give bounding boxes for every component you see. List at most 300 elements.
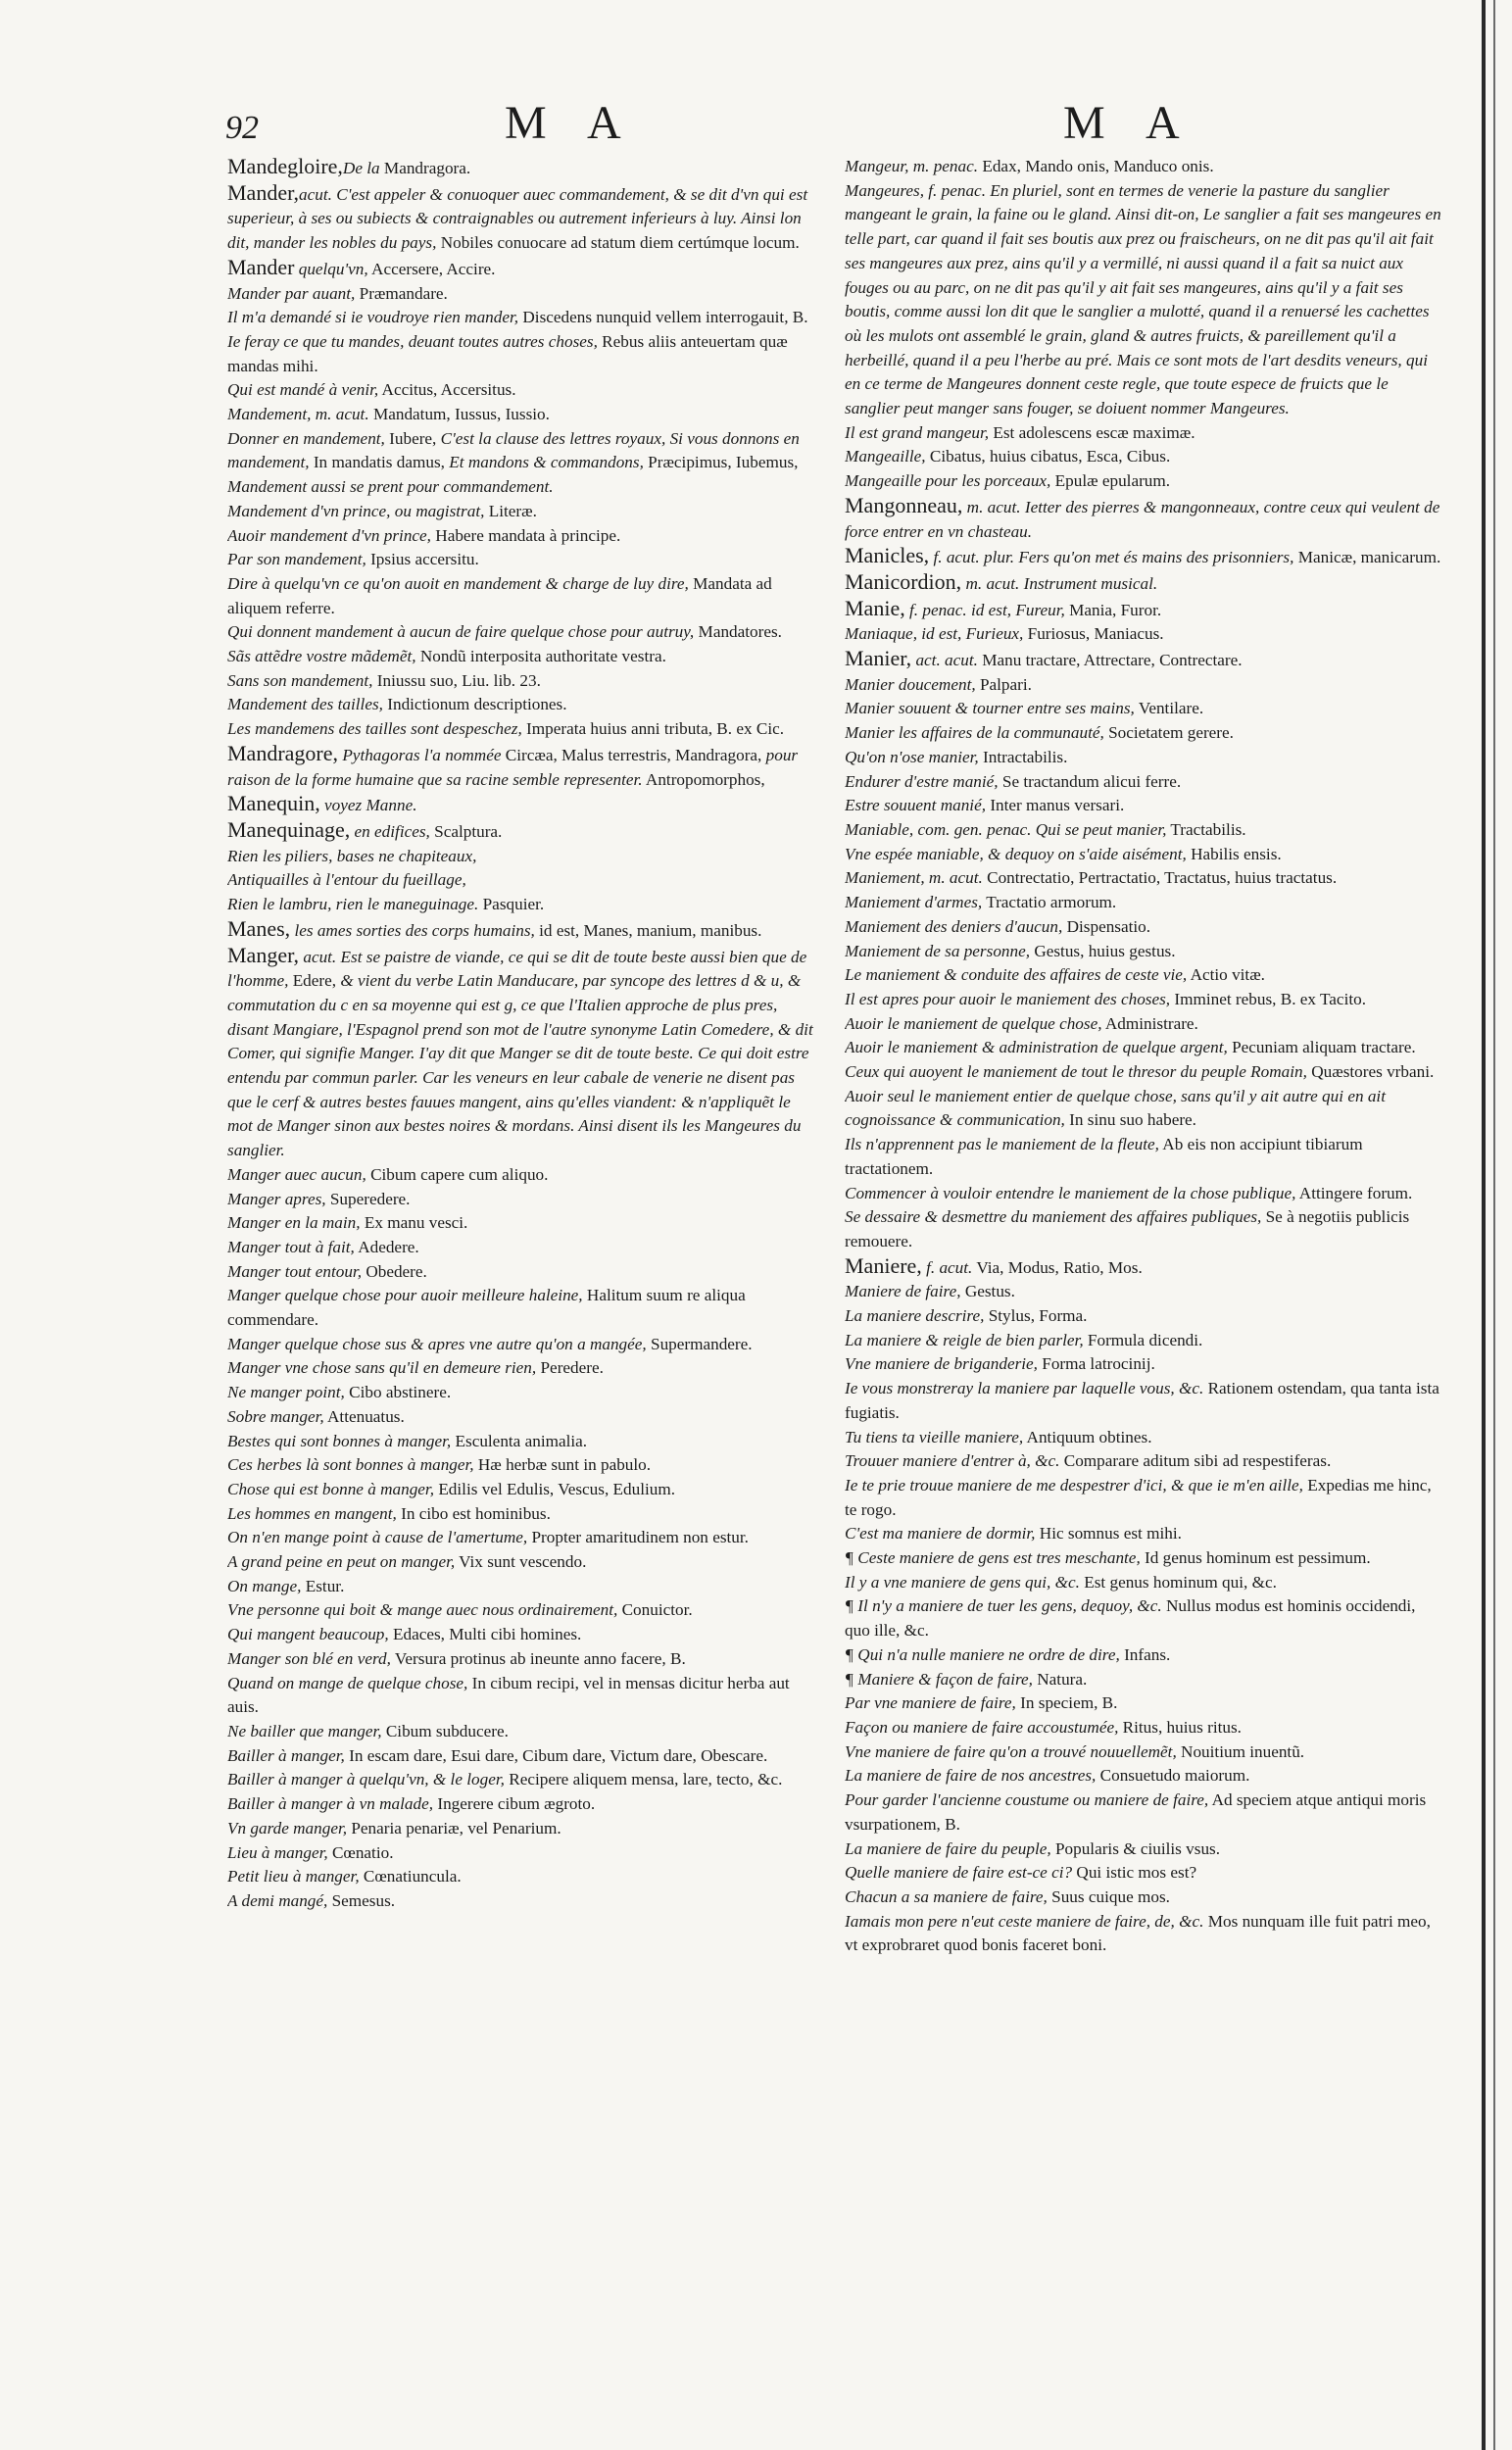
entry-french-text: Auoir le maniement de quelque chose,: [845, 1013, 1102, 1033]
entry-latin-text: Rebus aliis anteuertam quæ mandas mihi.: [227, 331, 788, 375]
dictionary-entry: [845, 1474, 1442, 1522]
entry-french-text: Iamais mon pere n'eut ceste maniere de faire, de, &c.: [845, 1911, 1204, 1931]
entry-latin-text: Se à negotiis publicis remouere.: [845, 1207, 1410, 1250]
dictionary-entry: [227, 1744, 815, 1769]
entry-latin-text: Cœnatiuncula.: [359, 1867, 462, 1886]
entry-latin-text: In mandatis damus,: [309, 453, 445, 472]
entry-latin-text: Inter manus versari.: [986, 796, 1125, 815]
entry-latin-text: Nondũ interposita authoritate vestra.: [415, 647, 666, 666]
dictionary-entry: [227, 500, 815, 524]
dictionary-entry: [845, 1304, 1442, 1329]
entry-latin-text: id est,: [534, 920, 580, 940]
entry-headword: Mandegloire,: [227, 155, 343, 178]
entry-french-text: f. acut. plur. Fers qu'on met és mains des prisonniers,: [929, 548, 1294, 567]
entry-latin-text: Accersere, Accire.: [367, 259, 496, 278]
entry-french-text: Manger tout à fait,: [227, 1237, 355, 1256]
dictionary-entry: [845, 1716, 1442, 1740]
entry-latin-text: Tractatio armorum.: [982, 893, 1117, 912]
dictionary-entry: [845, 1085, 1442, 1133]
entry-latin-text: Circæa, Malus terrestris, Mandragora,: [501, 745, 762, 764]
dictionary-entry: [227, 818, 815, 845]
entry-french-text: Il est apres pour auoir le maniement des choses,: [845, 989, 1171, 1008]
entry-french-text: Manier doucement,: [845, 674, 976, 694]
dictionary-entry: [845, 988, 1442, 1012]
dictionary-entry: [845, 794, 1442, 818]
running-head-left: M A: [505, 97, 637, 149]
entry-latin-text: Ingerere cibum ægroto.: [433, 1794, 596, 1814]
entry-latin-text: Antropomorphos,: [642, 769, 765, 789]
dictionary-entry: [227, 620, 815, 645]
entry-headword: Manier,: [845, 646, 912, 671]
entry-latin-text: Cœnatio.: [327, 1842, 394, 1862]
dictionary-entry: [845, 697, 1442, 721]
dictionary-entry: [227, 693, 815, 717]
entry-french-text: Ils n'apprennent pas le maniement de la fleute,: [845, 1135, 1159, 1154]
page-edge-line-inner: [1493, 0, 1495, 2450]
entry-french-text: Manier les affaires de la communauté,: [845, 723, 1104, 743]
entry-french-text: Donner en mandement,: [227, 428, 385, 448]
entry-latin-text: Manes, manium, manibus.: [579, 920, 762, 940]
entry-french-text: Par vne maniere de faire,: [845, 1693, 1016, 1713]
entry-french-text: Chose qui est bonne à manger,: [227, 1479, 435, 1498]
entry-french-text: Pythagoras l'a nommée: [338, 745, 502, 764]
dictionary-entry: [845, 1060, 1442, 1085]
dictionary-entry: [227, 917, 815, 944]
entry-headword: Manie,: [845, 595, 905, 620]
dictionary-entry: [227, 1333, 815, 1357]
dictionary-entry: [845, 421, 1442, 446]
entry-latin-text: Ad speciem atque antiqui moris vsurpationem, B.: [845, 1790, 1427, 1834]
entry-latin-text: Rationem ostendam, qua tanta ista fugiatis.: [845, 1379, 1439, 1422]
dictionary-entry: [227, 548, 815, 572]
entry-french-text: Bailler à manger à vn malade,: [227, 1794, 434, 1814]
entry-french-text: Ceux qui auoyent le maniement de tout le thresor du peuple Romain,: [845, 1062, 1307, 1082]
dictionary-entry: [845, 1594, 1442, 1642]
dictionary-entry: [227, 868, 815, 893]
entry-french-text: acut. Est se paistre de viande, ce qui se dit de toute beste aussi bien que de l'homme,: [227, 947, 807, 991]
dictionary-entry: [845, 1449, 1442, 1474]
entry-french-text: Endurer d'estre manié,: [845, 771, 999, 791]
dictionary-entry: [227, 645, 815, 669]
dictionary-entry: [845, 770, 1442, 795]
entry-french-text: voyez Manne.: [319, 796, 417, 815]
entry-french-text: pour raison de la forme humaine que sa racine semble representer.: [227, 745, 799, 789]
entry-french-text: A grand peine en peut on manger,: [227, 1552, 456, 1572]
dictionary-entry: [227, 1188, 815, 1212]
entry-french-text: Maniement, m. acut.: [845, 868, 983, 888]
entry-latin-text: Dispensatio.: [1062, 916, 1151, 936]
entry-latin-text: Obedere.: [362, 1261, 427, 1281]
entry-headword: Mandragore,: [227, 740, 339, 765]
entry-latin-text: Discedens nunquid vellem interrogauit, B.: [518, 308, 808, 327]
entry-latin-text: Contrectatio, Pertractatio, Tractatus, huius tractatus.: [982, 868, 1338, 888]
entry-french-text: Et mandons & commandons,: [444, 453, 644, 472]
entry-french-text: Ne bailler que manger,: [227, 1722, 382, 1740]
entry-french-text: La maniere de faire du peuple,: [845, 1838, 1051, 1858]
dictionary-entry: [227, 1211, 815, 1236]
dictionary-entry: [227, 330, 815, 378]
entry-french-text: Antiquailles à l'entour du fueillage,: [227, 870, 466, 890]
entry-latin-text: Comparare aditum sibi ad respestiferas.: [1059, 1451, 1332, 1471]
dictionary-entry: [845, 1643, 1442, 1668]
entry-french-text: ¶ Qui n'a nulle maniere ne ordre de dire,: [845, 1644, 1120, 1664]
entry-latin-text: Recipere aliquem mensa, lare, tecto, &c.: [504, 1770, 783, 1789]
dictionary-entry: [227, 1236, 815, 1260]
entry-latin-text: Nobiles conuocare ad statum diem certúmque locum.: [436, 233, 800, 253]
entry-french-text: Maniaque, id est, Furieux,: [845, 624, 1024, 644]
dictionary-entry: [845, 721, 1442, 746]
entry-latin-text: Stylus, Forma.: [984, 1306, 1088, 1326]
dictionary-entry: [845, 1280, 1442, 1304]
entry-latin-text: Edere,: [288, 971, 337, 991]
entry-french-text: Ie vous monstreray la maniere par laquelle vous, &c.: [845, 1379, 1204, 1398]
dictionary-entry: [227, 944, 815, 1163]
dictionary-entry: [845, 544, 1442, 570]
dictionary-entry: [227, 403, 815, 427]
entry-french-text: Ces herbes là sont bonnes à manger,: [227, 1455, 474, 1475]
entry-latin-text: Via, Modus, Ratio, Mos.: [972, 1257, 1143, 1277]
entry-latin-text: Penaria penariæ, vel Penarium.: [347, 1818, 561, 1838]
entry-latin-text: Nouitium inuentũ.: [1176, 1741, 1305, 1761]
entry-latin-text: Palpari.: [975, 674, 1032, 694]
entry-french-text: Mangeures, f. penac. En pluriel, sont en termes de venerie la pasture du sanglier mangeant le grain, la faine ou le gland. Ainsi dit-on, Le sanglier a fait ses mangeures en telle part, car quand il fait ses boutis aux prez ou fraischeurs, on ne dit pas qu'il ait fait ses mangeures aux prez, ains qu'il y a vermillé, ni aussi quand il a fait sa nuict aux fouges ou au parc, on ne dit pas qu'il y ait fait ses mangeures, ains qu'il y a fait ses boutis, comme aussi lon dit que le sanglier a mulotté, quand il a renuersé les cachettes où les mulots ont assemblé le grain, gland & autres fruicts, & pareillement qu'il a herbeillé, quand il a peu l'herbe au pré. Mais ce sont mots de l'art desdits veneurs, qui en ce terme de Mangeures donnent ceste regle, que toute espece de fruicts que le sanglier peut manger sans fouger, se doiuent nommer Mangeures.: [845, 180, 1441, 418]
entry-latin-text: Peredere.: [536, 1358, 604, 1378]
entry-latin-text: In speciem, B.: [1015, 1693, 1118, 1713]
entry-latin-text: Indictionum descriptiones.: [382, 695, 567, 714]
entry-headword: Mangonneau,: [845, 492, 963, 517]
entry-latin-text: Habere mandata à principe.: [430, 525, 621, 545]
entry-french-text: quelqu'vn,: [294, 259, 368, 278]
dictionary-entry: [845, 866, 1442, 891]
entry-french-text: Bailler à manger,: [227, 1745, 345, 1765]
entry-french-text: Manger apres,: [227, 1189, 326, 1208]
entry-french-text: Vne maniere de briganderie,: [845, 1354, 1038, 1374]
entry-french-text: Tu tiens ta vieille maniere,: [845, 1427, 1024, 1446]
dictionary-entry: [845, 1133, 1442, 1181]
entry-headword: Manes,: [227, 915, 291, 941]
entry-latin-text: Imperata huius anni tributa, B. ex Cic.: [521, 719, 785, 739]
entry-french-text: Auoir seul le maniement entier de quelque chose, sans qu'il y ait autre qui en ait cognoissance & communication,: [845, 1086, 1386, 1130]
entry-latin-text: Nullus modus est hominis occidendi, quo ille, &c.: [845, 1596, 1416, 1641]
entry-french-text: Manger quelque chose sus & apres vne autre qu'on a mangée,: [227, 1334, 647, 1353]
dictionary-entry: [227, 378, 815, 403]
dictionary-entry: [845, 940, 1442, 964]
entry-latin-text: Forma latrocinij.: [1037, 1354, 1155, 1374]
dictionary-entry: [227, 256, 815, 282]
entry-french-text: Qu'on n'ose manier,: [845, 747, 979, 766]
dictionary-entry: [227, 1647, 815, 1672]
entry-french-text: Qui est mandé à venir,: [227, 380, 379, 400]
entry-latin-text: Se tractandum alicui ferre.: [998, 771, 1182, 791]
dictionary-entry: [227, 1381, 815, 1405]
entry-latin-text: Iniussu suo, Liu. lib. 23.: [372, 670, 541, 690]
entry-latin-text: Edilis vel Edulis, Vescus, Edulium.: [434, 1479, 676, 1498]
dictionary-entry: [227, 1817, 815, 1841]
entry-french-text: Chacun a sa maniere de faire,: [845, 1886, 1048, 1906]
dictionary-entry: [227, 1841, 815, 1866]
dictionary-entry: [227, 1356, 815, 1381]
dictionary-entry: [227, 1598, 815, 1623]
entry-french-text: Ie feray ce que tu mandes, deuant toutes autres choses,: [227, 331, 598, 351]
entry-french-text: Mandement des tailles,: [227, 695, 383, 714]
entry-french-text: De la: [342, 159, 384, 177]
dictionary-entry: [227, 845, 815, 869]
entry-french-text: C'est ma maniere de dormir,: [845, 1524, 1036, 1544]
entry-latin-text: Est adolescens escæ maximæ.: [989, 422, 1195, 442]
dictionary-entry: [845, 818, 1442, 843]
dictionary-entry: [845, 445, 1442, 469]
entry-latin-text: Mandatum, Iussus, Iussio.: [368, 405, 550, 424]
entry-latin-text: Infans.: [1119, 1644, 1171, 1664]
entry-french-text: acut. C'est appeler & conuoquer auec commandement, & se dit d'vn qui est superieur, à ses ou subiects & contraignables ou autrement inferieurs à luy. Ainsi lon dit, mander les nobles du pays,: [227, 184, 808, 253]
entry-french-text: Il y a vne maniere de gens qui, &c.: [845, 1572, 1080, 1592]
entry-french-text: ¶ Maniere & façon de faire,: [845, 1669, 1033, 1689]
entry-latin-text: Scalptura.: [429, 821, 503, 841]
entry-headword: Manicordion,: [845, 568, 962, 594]
entry-latin-text: Qui istic mos est?: [1072, 1863, 1197, 1883]
entry-latin-text: Est genus hominum qui, &c.: [1079, 1572, 1277, 1592]
entry-french-text: Manger en la main,: [227, 1213, 361, 1233]
dictionary-entry: [845, 1254, 1442, 1281]
dictionary-entry: [227, 742, 815, 792]
entry-latin-text: Gestus.: [960, 1282, 1015, 1301]
dictionary-entry: [227, 1865, 815, 1889]
dictionary-entry: [845, 469, 1442, 494]
entry-latin-text: Suus cuique mos.: [1047, 1886, 1170, 1906]
entry-french-text: Mangeaille,: [845, 447, 926, 466]
entry-latin-text: Intractabilis.: [978, 747, 1068, 766]
entry-french-text: Il m'a demandé si ie voudroye rien mander,: [227, 308, 519, 327]
entry-french-text: Façon ou maniere de faire accoustumée,: [845, 1718, 1119, 1737]
entry-latin-text: Epulæ epularum.: [1050, 471, 1171, 491]
entry-latin-text: Habilis ensis.: [1186, 844, 1282, 863]
dictionary-entry: [845, 1838, 1442, 1862]
entry-french-text: Maniable, com. gen. penac. Qui se peut manier,: [845, 819, 1167, 839]
entry-french-text: m. acut. Ietter des pierres & mangonneaux, contre ceux qui veulent de force entrer en vn chasteau.: [845, 497, 1440, 541]
entry-latin-text: Actio vitæ.: [1187, 965, 1265, 985]
dictionary-entry: [845, 1910, 1442, 1958]
dictionary-entry: [845, 622, 1442, 647]
dictionary-entry: [845, 1740, 1442, 1765]
entry-latin-text: Antiquum obtines.: [1023, 1427, 1152, 1446]
dictionary-entry: [227, 1502, 815, 1527]
entry-latin-text: Expedias me hinc, te rogo.: [845, 1475, 1432, 1519]
dictionary-entry: [845, 1205, 1442, 1253]
dictionary-entry: [227, 1163, 815, 1188]
entry-latin-text: Pecuniam aliquam tractare.: [1227, 1038, 1416, 1057]
dictionary-entry: [845, 746, 1442, 770]
entry-headword: Mander,: [227, 179, 300, 205]
entry-latin-text: Superedere.: [325, 1189, 411, 1208]
entry-latin-text: Præcipimus, Iubemus,: [643, 453, 799, 472]
entry-latin-text: Attingere forum.: [1295, 1183, 1413, 1202]
dictionary-entry: [227, 1889, 815, 1914]
dictionary-entry: [227, 1720, 815, 1744]
entry-latin-text: Id genus hominum est pessimum.: [1140, 1548, 1371, 1568]
entry-french-text: Vne personne qui boit & mange auec nous ordinairement,: [227, 1600, 618, 1620]
entry-french-text: Auoir le maniement & administration de quelque argent,: [845, 1038, 1228, 1057]
entry-french-text: Vne maniere de faire qu'on a trouvé nouuellemẽt,: [845, 1741, 1177, 1761]
entry-latin-text: Ex manu vesci.: [360, 1213, 468, 1233]
entry-french-text: Manger quelque chose pour auoir meilleure haleine,: [227, 1286, 583, 1305]
dictionary-entry: [845, 1571, 1442, 1595]
entry-french-text: Mangeur, m. penac.: [845, 157, 979, 175]
dictionary-entry: [227, 181, 815, 256]
entry-french-text: Bestes qui sont bonnes à manger,: [227, 1431, 452, 1450]
entry-french-text: m. acut. Instrument musical.: [961, 573, 1158, 593]
entry-french-text: Lieu à manger,: [227, 1842, 328, 1862]
entry-french-text: Manger vne chose sans qu'il en demeure rien,: [227, 1358, 537, 1378]
entry-latin-text: Hæ herbæ sunt in pabulo.: [473, 1455, 652, 1475]
entry-latin-text: In cibum recipi, vel in mensas dicitur herba aut auis.: [227, 1673, 790, 1717]
entry-latin-text: Administrare.: [1101, 1013, 1198, 1033]
dictionary-entry: [845, 647, 1442, 673]
entry-latin-text: Cibum capere cum aliquo.: [366, 1164, 549, 1184]
entry-latin-text: Supermandere.: [646, 1334, 753, 1353]
dictionary-entry: [845, 915, 1442, 940]
entry-french-text: f. penac. id est, Fureur,: [904, 600, 1065, 619]
entry-headword: Mander: [227, 254, 295, 279]
entry-french-text: Maniere de faire,: [845, 1282, 961, 1301]
dictionary-entry: [845, 570, 1442, 597]
dictionary-entry: [227, 524, 815, 549]
entry-latin-text: Mandragora.: [383, 159, 471, 177]
dictionary-entry: [227, 1768, 815, 1792]
entry-latin-text: Pasquier.: [478, 895, 545, 914]
entry-french-text: Qui donnent mandement à aucun de faire quelque chose pour autruy,: [227, 622, 695, 642]
running-head-right: M A: [1063, 97, 1195, 149]
dictionary-entry: [227, 1623, 815, 1647]
entry-latin-text: Formula dicendi.: [1083, 1330, 1203, 1349]
entry-latin-text: Halitum suum re aliqua commendare.: [227, 1286, 746, 1330]
entry-french-text: Auoir mandement d'vn prince,: [227, 525, 431, 545]
entry-french-text: A demi mangé,: [227, 1890, 328, 1910]
entry-french-text: Petit lieu à manger,: [227, 1867, 360, 1886]
entry-french-text: les ames sorties des corps humains,: [290, 920, 535, 940]
entry-french-text: Ne manger point,: [227, 1383, 345, 1402]
dictionary-entry: [227, 1260, 815, 1285]
dictionary-entry: [227, 427, 815, 500]
entry-french-text: La maniere descrire,: [845, 1306, 985, 1326]
entry-latin-text: Ritus, huius ritus.: [1118, 1718, 1242, 1737]
entry-french-text: Trouuer maniere d'entrer à, &c.: [845, 1451, 1060, 1471]
entry-latin-text: Cibum subducere.: [381, 1722, 509, 1740]
entry-latin-text: Adedere.: [354, 1237, 419, 1256]
page-edge-line: [1482, 0, 1486, 2450]
dictionary-entry: [845, 1691, 1442, 1716]
entry-french-text: La maniere de faire de nos ancestres,: [845, 1766, 1097, 1786]
entry-latin-text: Versura protinus ab ineunte anno facere, B.: [390, 1648, 686, 1668]
entry-latin-text: Mania, Furor.: [1064, 600, 1162, 619]
entry-latin-text: Consuetudo maiorum.: [1096, 1766, 1250, 1786]
dictionary-entry: [227, 306, 815, 330]
dictionary-entry: [845, 494, 1442, 544]
entry-french-text: Rien les piliers, bases ne chapiteaux,: [227, 846, 477, 865]
entry-latin-text: Ventilare.: [1134, 699, 1204, 718]
entry-french-text: Sãs attẽdre vostre mãdemẽt,: [227, 647, 416, 666]
entry-french-text: Sobre manger,: [227, 1406, 324, 1426]
entry-latin-text: Cibatus, huius cibatus, Esca, Cibus.: [925, 447, 1171, 466]
dictionary-entry: [845, 1377, 1442, 1425]
dictionary-entry: [845, 963, 1442, 988]
dictionary-entry: [227, 1453, 815, 1478]
entry-latin-text: Societatem gerere.: [1103, 723, 1234, 743]
entry-latin-text: Literæ.: [484, 501, 537, 520]
entry-french-text: Dire à quelqu'vn ce qu'on auoit en mandement & charge de luy dire,: [227, 573, 689, 593]
dictionary-entry: [845, 1668, 1442, 1692]
entry-latin-text: Semesus.: [327, 1890, 396, 1910]
entry-french-text: On mange,: [227, 1576, 302, 1595]
dictionary-entry: [845, 179, 1442, 421]
dictionary-entry: [845, 1329, 1442, 1353]
entry-french-text: Manier souuent & tourner entre ses mains,: [845, 699, 1135, 718]
entry-latin-text: Manicæ, manicarum.: [1293, 548, 1441, 567]
entry-latin-text: Imminet rebus, B. ex Tacito.: [1170, 989, 1367, 1008]
dictionary-entry: [845, 597, 1442, 623]
entry-french-text: On n'en mange point à cause de l'amertume,: [227, 1528, 528, 1547]
entry-french-text: Quand on mange de quelque chose,: [227, 1673, 468, 1692]
dictionary-entry: [227, 717, 815, 742]
dictionary-entry: [227, 155, 815, 181]
entry-latin-text: Conuictor.: [617, 1600, 693, 1620]
entry-french-text: Rien le lambru, rien le maneguinage.: [227, 895, 479, 914]
entry-french-text: Maniement d'armes,: [845, 893, 983, 912]
dictionary-entry: [227, 669, 815, 694]
entry-latin-text: Mandata ad aliquem referre.: [227, 573, 772, 617]
entry-latin-text: Ab eis non accipiunt tibiarum tractationem.: [845, 1135, 1363, 1178]
entry-french-text: Vne espée maniable, & dequoy on s'aide aisément,: [845, 844, 1187, 863]
dictionary-entry: [845, 1861, 1442, 1886]
entry-latin-text: Manu tractare, Attrectare, Contrectare.: [977, 651, 1243, 670]
entry-latin-text: Quæstores vrbani.: [1306, 1062, 1435, 1082]
entry-french-text: Se dessaire & desmettre du maniement des affaires publiques,: [845, 1207, 1262, 1227]
entry-latin-text: Popularis & ciuilis vsus.: [1050, 1838, 1221, 1858]
entry-latin-text: Præmandare.: [355, 283, 448, 303]
entry-french-text: Manger auec aucun,: [227, 1164, 366, 1184]
entry-latin-text: In sinu suo habere.: [1064, 1110, 1196, 1130]
dictionary-entry: [227, 1405, 815, 1430]
entry-latin-text: Cibo abstinere.: [344, 1383, 452, 1402]
entry-french-text: Les hommes en mangent,: [227, 1503, 397, 1523]
dictionary-entry: [227, 893, 815, 917]
dictionary-entry: [845, 1352, 1442, 1377]
entry-latin-text: Furiosus, Maniacus.: [1023, 624, 1164, 644]
entry-french-text: Mandement aussi se prent pour commandement.: [227, 477, 554, 497]
entry-french-text: en edifices,: [350, 821, 430, 841]
dictionary-entry: [845, 155, 1442, 179]
right-column: [845, 155, 1442, 2350]
dictionary-entry: [845, 1788, 1442, 1837]
entry-latin-text: Mos nunquam ille fuit patri meo, vt exprobraret quod bonis faceret boni.: [845, 1911, 1431, 1955]
entry-latin-text: Tractabilis.: [1166, 819, 1246, 839]
entry-french-text: Qui mangent beaucoup,: [227, 1625, 389, 1644]
dictionary-entry: [227, 1284, 815, 1332]
entry-french-text: Commencer à vouloir entendre le maniement de la chose publique,: [845, 1183, 1296, 1202]
dictionary-entry: [227, 1672, 815, 1720]
dictionary-entry: [227, 1792, 815, 1817]
entry-latin-text: Gestus, huius gestus.: [1030, 941, 1176, 960]
entry-french-text: Le maniement & conduite des affaires de ceste vie,: [845, 965, 1188, 985]
dictionary-entry: [227, 1478, 815, 1502]
entry-french-text: Mander par auant,: [227, 283, 356, 303]
dictionary-entry: [845, 1012, 1442, 1037]
entry-french-text: act. acut.: [911, 651, 978, 670]
entry-latin-text: Mandatores.: [694, 622, 782, 642]
dictionary-entry: [845, 1886, 1442, 1910]
entry-french-text: ¶ Il n'y a maniere de tuer les gens, dequoy, &c.: [845, 1596, 1162, 1616]
dictionary-entry: [227, 1526, 815, 1550]
left-column: [227, 155, 815, 2350]
